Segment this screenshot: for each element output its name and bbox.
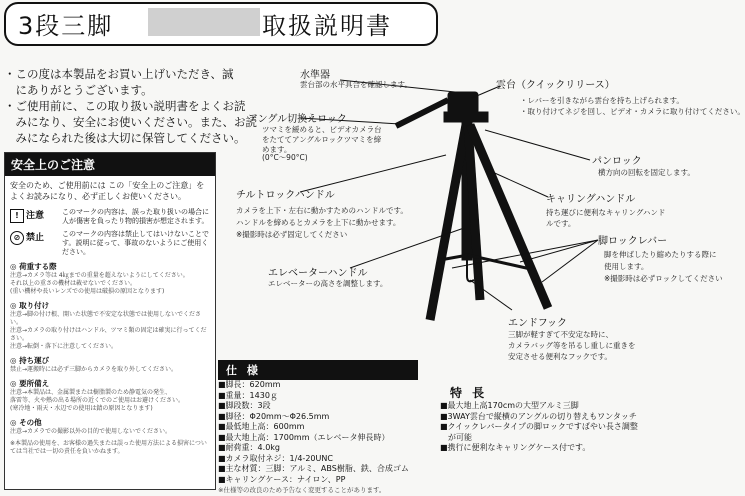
- part-label: 水準器: [300, 70, 330, 81]
- spec-item: ■最低地上高：600mm: [218, 422, 305, 431]
- safety-section: ◎ 持ち運び 禁止→運搬時には必ず三脚からカメラを取り外してください。: [10, 356, 178, 373]
- part-label: エレベーターハンドル: [268, 268, 368, 279]
- feature-item: が可能: [440, 432, 472, 442]
- part-desc: 横方向の回転を固定します。: [598, 168, 695, 177]
- tripod-head: [448, 92, 478, 114]
- title-manual: 取扱説明書: [262, 12, 392, 40]
- spec-item: ■主な材質：三脚：アルミ、ABS樹脂、鉄、合成ゴム: [218, 464, 409, 473]
- part-desc: 持ち運びに便利なキャリングハンド: [546, 208, 666, 217]
- part-label: チルトロックハンドル: [236, 190, 335, 201]
- specs-heading: 仕 様: [218, 360, 418, 380]
- safety-footnote: ※本製品の使用を、お客様の過失または誤った使用方法による損害については当社では一切の責任を負いかねます。: [10, 440, 207, 455]
- safety-section: ◎ その他 注意→カメラでの撮影以外の目的で使用しないでください。: [10, 418, 172, 435]
- safety-intro: 安全のため、ご使用前には この「安全上のご注意」をよくお読みになり、必ず正しくお使いください。: [10, 181, 205, 201]
- warning-triangle-icon: !: [10, 209, 24, 223]
- intro-line: みになられた後は大切に保管してください。: [4, 131, 246, 145]
- ban-text: このマークの内容は禁止してはいけないことです。説明に従って、事故のないようにご使用ください。: [62, 230, 209, 256]
- spec-item: ■重量：1430ｇ: [218, 390, 278, 400]
- spec-note: ※仕様等の改良のため予告なく変更することがあります。: [218, 486, 386, 494]
- intro-line: みになり、安全にお使いください。また、お読: [4, 115, 257, 129]
- feature-item: ■3WAY雲台で縦横のアングルの切り替えもワンタッチ: [440, 411, 637, 421]
- spec-item: ■耐荷重：4.0kg: [218, 443, 280, 452]
- part-label: パンロック: [592, 156, 642, 167]
- part-desc: エレベーターの高さを調整します。: [268, 279, 388, 288]
- features-heading: 特 長: [450, 386, 488, 400]
- feature-item: ■クイックレバータイプの脚ロックですばやい長さ調整: [440, 422, 638, 431]
- intro-line: ・ご使用前に、この取り扱い説明書をよくお読: [4, 99, 246, 113]
- caution-text: このマークの内容は、誤った取り扱いの場合に人が傷害を負ったり物的損害が想定されます。: [62, 208, 209, 225]
- spec-item: ■キャリングケース：ナイロン、PP: [218, 474, 346, 484]
- prohibited-icon: ⊘: [10, 231, 24, 245]
- part-label: 雲台（クイックリリース）: [496, 80, 615, 91]
- spec-item: ■脚長：620mm: [218, 380, 281, 389]
- part-desc: ・レバーを引きながら雲台を持ち上げられます。: [520, 96, 684, 105]
- part-desc: 脚を伸ばしたり縮めたりする際に: [604, 250, 717, 259]
- part-desc: カメラバッグ等を吊るし重しに重きを: [508, 341, 636, 350]
- pan-handle: [396, 100, 448, 126]
- part-desc: ルです。: [546, 219, 576, 228]
- end-hook: [467, 260, 474, 281]
- ban-label: 禁止: [26, 233, 45, 243]
- part-label: キャリングハンドル: [546, 194, 636, 205]
- part-desc: (0°C～90°C): [262, 153, 308, 162]
- part-label: エンドフック: [508, 318, 567, 329]
- part-desc: カメラを上下・左右に動かすためのハンドルです。: [236, 206, 408, 215]
- part-desc: 三脚が軽すぎて不安定な時に、: [508, 330, 613, 339]
- spec-item: ■脚径：Φ20mm～Φ26.5mm: [218, 411, 330, 421]
- features-panel: [440, 384, 698, 454]
- spec-item: ■カメラ取付ネジ：1/4-20UNC: [218, 453, 333, 463]
- part-desc: 雲台部の水平具合を確認します。: [300, 80, 412, 89]
- tripod-leg: [430, 125, 466, 320]
- spec-item: ■最大地上高：1700mm（エレベータ伸長時）: [218, 432, 390, 442]
- part-desc: ※撮影時は必ずロックしてください: [604, 274, 723, 283]
- safety-section: ◎ 取り付け 注意→脚の付け根、開いた状態で不安定な状態では使用しないでください。 注意→カメラの取り付けはハンドル、ツマミ類の固定は確実に行ってください。 注意→転倒・落下に注意してください。: [10, 301, 207, 350]
- part-label: 脚ロックレバー: [598, 236, 668, 247]
- feature-item: ■携行に便利なキャリングケース付です。: [440, 443, 591, 452]
- part-desc: 使用します。: [604, 262, 649, 271]
- safety-section: ◎ 要所備え 注意→本製品は、金属製または樹脂製のため静電気の発生、 落雷等、火や熱の出る場所の近くでのご使用はお避けください。 (寒冷地・雨天・水辺での使用は錆の原因となります): [10, 379, 185, 412]
- part-desc: ハンドルを締めるとカメラを上下に動かせます。: [236, 218, 401, 227]
- part-desc: ツマミを緩めると、ビデオカメラ台をたててアングルロックツマミを締めます。: [262, 125, 382, 154]
- safety-section: ◎ 荷重する際 注意→カメラ等は 4㎏までの重量を超えないようにしてください。 それ以上の重さの機材は載せないでください。 (重い機材や長いレンズでの使用は破損の原因となります): [10, 262, 189, 295]
- specs-panel: [218, 360, 418, 496]
- feature-item: ■最大地上高170cmの大型アルミ三脚: [440, 401, 579, 410]
- title-product: 3段三脚: [18, 12, 114, 40]
- part-label: アングル切換えロック: [248, 114, 347, 125]
- part-desc: ※撮影時は必ず固定してください: [236, 230, 348, 239]
- intro-line: ・この度は本製品をお買い上げいただき、誠: [4, 67, 234, 81]
- caution-label: 注意: [26, 211, 45, 221]
- part-desc: ・取り付けてネジを回し、ビデオ・カメラに取り付けてください。: [520, 107, 745, 116]
- part-desc: 安定させる便利なフックです。: [508, 352, 612, 361]
- intro-line: にありがとうございます。: [4, 83, 153, 97]
- safety-heading: 安全上のご注意: [5, 153, 215, 176]
- spec-item: ■脚段数：3段: [218, 401, 271, 410]
